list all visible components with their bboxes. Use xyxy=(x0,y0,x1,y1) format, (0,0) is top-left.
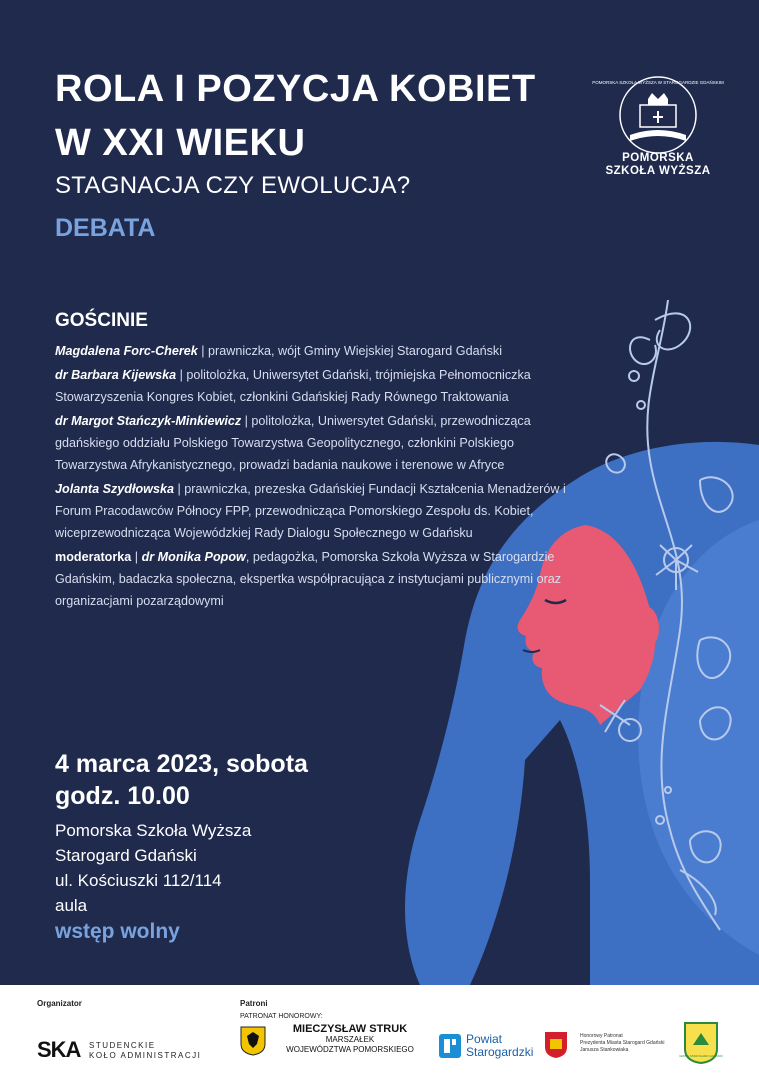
admission-info: wstęp wolny xyxy=(55,920,180,943)
venue-line-3: ul. Kościuszki 112/114 xyxy=(55,871,222,890)
university-logo-name xyxy=(598,152,718,178)
event-date: 4 marca 2023, sobota xyxy=(55,750,308,778)
marshal-patron xyxy=(270,1024,430,1055)
event-datetime xyxy=(55,748,308,812)
gmina-logo-text: GMINA STAROGARD GDAŃSKI xyxy=(679,1054,723,1058)
moderator-item xyxy=(55,546,575,612)
powiat-name xyxy=(466,1033,533,1059)
guest-name: Jolanta Szydłowska xyxy=(55,482,174,496)
guest-item xyxy=(55,478,575,544)
guests-heading: GOŚCINIE xyxy=(55,310,148,331)
event-subtitle: STAGNACJA CZY EWOLUCJA? xyxy=(55,172,411,199)
logo-line-2: SZKOŁA WYŻSZA xyxy=(605,165,711,177)
ska-logo xyxy=(37,1037,80,1063)
title-line-1: ROLA I POZYCJA KOBIET xyxy=(55,68,536,110)
honorary-patronage-label: PATRONAT HONOROWY: xyxy=(240,1013,323,1020)
moderator-label: moderatorka xyxy=(55,550,132,564)
guests-list xyxy=(55,340,575,614)
marshal-name: MIECZYSŁAW STRUK xyxy=(292,1023,408,1035)
mayor-line-2: Prezydenta Miasta Starogard Gdański xyxy=(580,1040,665,1046)
title-line-2: W XXI WIEKU xyxy=(55,122,306,164)
guest-name: dr Margot Stańczyk-Minkiewicz xyxy=(55,414,242,428)
guest-desc: | prawniczka, wójt Gminy Wiejskiej Starogard Gdański xyxy=(197,344,503,358)
event-title xyxy=(55,62,536,170)
guest-desc: | politolożka, Uniwersytet Gdański, przewodnicząca gdańskiego oddziału Polskiego Towarzystwa Geopolitycznego, członkini Polskiego Towarzystwa Afrykanistycznego, prowadzi badania naukowe i terenowe w Afryce xyxy=(55,414,531,472)
ska-letters: SKA xyxy=(37,1037,81,1062)
guest-item xyxy=(55,340,575,362)
powiat-line-2: Starogardzki xyxy=(466,1045,534,1059)
ska-line-2: KOŁO ADMINISTRACJI xyxy=(89,1051,202,1060)
event-time: godz. 10.00 xyxy=(55,782,190,810)
ska-line-1: STUDENCKIE xyxy=(89,1041,156,1050)
mayor-line-3: Janusza Stankowiaka xyxy=(580,1047,629,1053)
event-type: DEBATA xyxy=(55,214,156,242)
guest-name: Magdalena Forc-Cherek xyxy=(55,344,198,358)
venue-line-1: Pomorska Szkoła Wyższa xyxy=(55,821,252,840)
ear xyxy=(631,606,659,650)
guest-desc: | politolożka, Uniwersytet Gdański, trójmiejska Pełnomocniczka Stowarzyszenia Kongres Kobiet, członkini Gdańskiej Rady Równego Traktowania xyxy=(55,368,531,404)
patrons-label: Patroni xyxy=(240,999,268,1008)
logo-arc-text: POMORSKA SZKOŁA WYŻSZA W STAROGARDZIE GDAŃSKIM xyxy=(592,80,724,85)
guest-desc: | prawniczka, prezeska Gdańskiej Fundacji Kształcenia Menadżerów i Forum Pracodawców Północy FPP, przewodnicząca Pomorskiego Zespołu ds. Kobiet, wiceprzewodnicząca Wojewódzkiej Rady Dialogu Społecznego w Gdańsku xyxy=(55,482,566,540)
moderator-desc: , pedagożka, Pomorska Szkoła Wyższa w Starogardzie Gdańskim, badaczka społeczna, ekspertka współpracująca z instytucjami publicznymi oraz organizacjami pozarządowymi xyxy=(55,550,562,608)
event-venue xyxy=(55,818,251,918)
moderator-name: dr Monika Popow xyxy=(141,550,246,564)
guest-name: dr Barbara Kijewska xyxy=(55,368,177,382)
pomorskie-coat-of-arms-icon xyxy=(240,1026,266,1056)
organizer-label: Organizator xyxy=(37,999,82,1008)
mayor-patronage xyxy=(580,1033,680,1054)
separator: | xyxy=(131,550,142,564)
venue-line-2: Starogard Gdański xyxy=(55,846,197,865)
marshal-title-1: MARSZAŁEK xyxy=(325,1035,375,1044)
guest-item xyxy=(55,364,575,408)
marshal-title-2: WOJEWÓDZTWA POMORSKIEGO xyxy=(286,1045,414,1054)
mayor-line-1: Honorowy Patronat xyxy=(580,1033,623,1039)
venue-line-4: aula xyxy=(55,896,88,915)
logo-line-1: POMORSKA xyxy=(622,152,694,164)
ska-name xyxy=(89,1041,201,1061)
powiat-logo-icon xyxy=(438,1033,462,1059)
guest-item xyxy=(55,410,575,476)
starogard-coat-of-arms-icon xyxy=(544,1031,568,1059)
powiat-line-1: Powiat xyxy=(466,1032,503,1046)
gmina-logo-icon xyxy=(681,1021,721,1065)
